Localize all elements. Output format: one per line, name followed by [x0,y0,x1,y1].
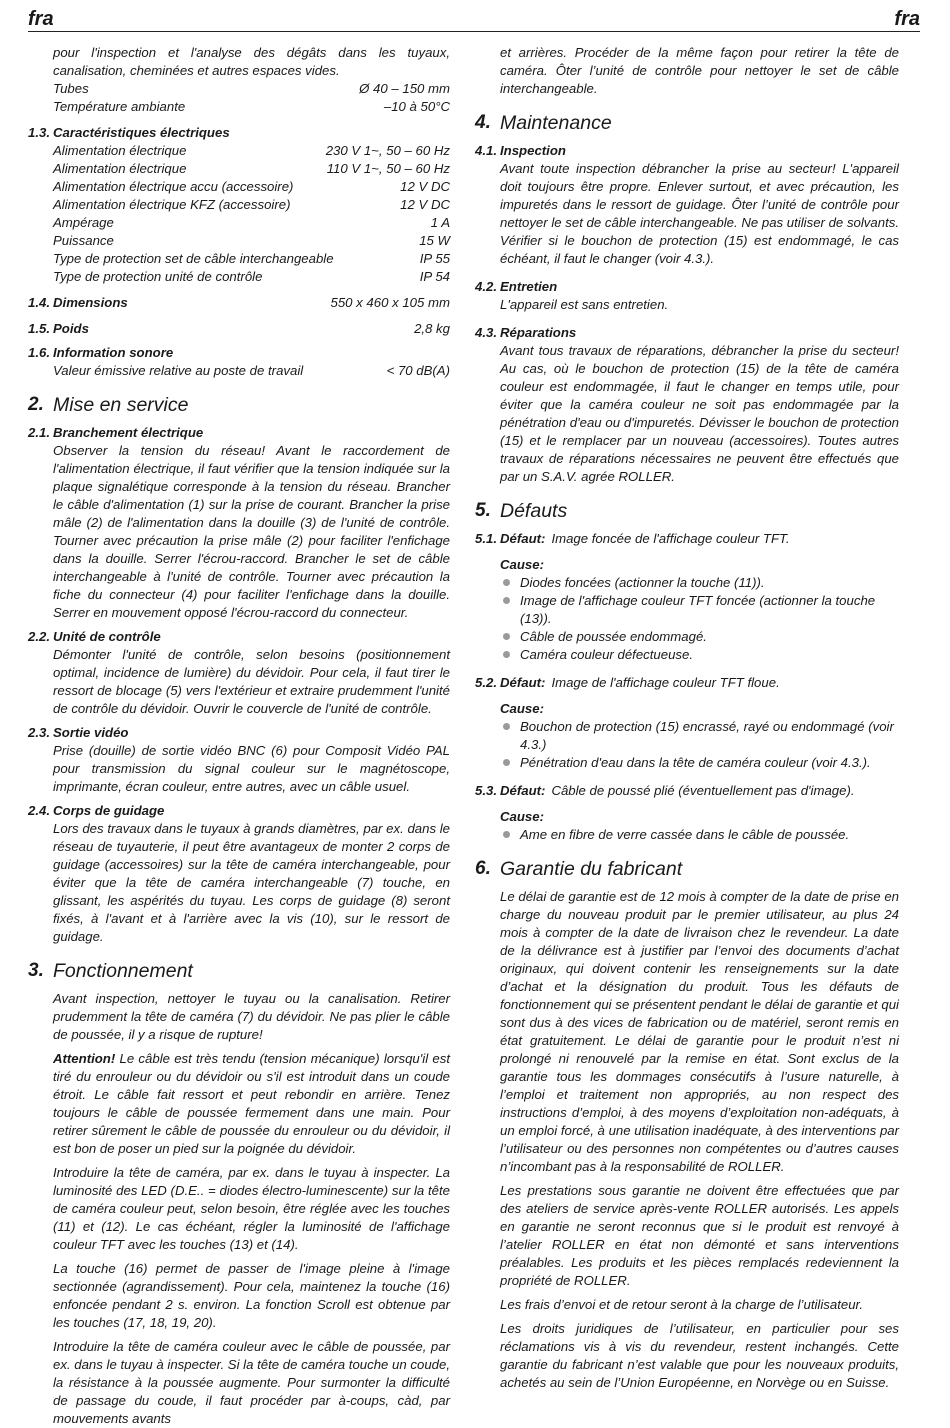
paragraph: La touche (16) permet de passer de l'image pleine à l'image sectionnée (agrandissement). Pour cela, maintenez la touche (16) enfoncée pendant 2 s. environ. La fonction Scroll est obtenue par les touches (17, 18, 19, 20). [53,1261,450,1330]
warning-text: Le câble est très tendu (tension mécanique) lorsqu'il est tiré du enrouleur ou du dévidoir ou s'il est introduit dans un coude étroit. Le câble fait ressort et peut rebondir en arrière. Tenez toujours le câble de poussée fermement dans une main. Pour retirer sûrement le câble de poussée du enrouleur ou du dévidoir, il est bon de poser un pied sur la poignée du dévidoir. [53,1051,450,1156]
spec-label: Puissance [53,233,114,248]
chapter-title: Fonctionnement [53,960,193,982]
spec-row [53,268,450,286]
section-number: 4.2. [475,279,497,294]
section-title: Caractéristiques électriques [53,125,230,140]
section-text: Avant toute inspection débrancher la prise au secteur! L'appareil doit toujours être propre. Enlever surtout, et avec précaution, les impuretés dans le ressort de guidage. Ôter l’unité de contrôle pour nettoyer le set de câble interchangeable. Ne pas utiliser de solvants. Vérifier si le bouchon de protection (15) est endommagé, le cas échéant, il faut le changer (voir 4.3.). [500,161,899,266]
section-number: 2.2. [28,629,50,644]
defect-text: Image de l'affichage couleur TFT floue. [551,675,780,690]
section-number: 4.1. [475,143,497,158]
intro-text: pour l'inspection et l'analyse des dégâts dans les tuyaux, canalisation, cheminées et autres espaces vides. [53,45,450,78]
right-column [475,44,899,1392]
section-number: 1.3. [28,125,50,140]
section-number: 2.3. [28,725,50,740]
chapter-number: 3. [28,960,44,981]
paragraph: et arrières. Procéder de la même façon pour retirer la tête de caméra. Ôter l’unité de contrôle pour nettoyer le set de câble interchangeable. [500,45,899,96]
cause-label: Cause: [500,809,544,824]
list-item: Pénétration d'eau dans la tête de caméra couleur (voir 4.3.). [500,754,899,772]
spec-value: 2,8 kg [414,321,450,336]
language-code-right: fra [894,8,920,30]
chapter-heading [28,960,450,982]
chapter-title: Maintenance [500,112,612,134]
chapter-heading [475,112,899,134]
chapter-heading [475,858,899,880]
page-header [28,9,920,32]
paragraph: Les prestations sous garantie ne doivent être effectuées que par des ateliers de service après-vente ROLLER autorisés. Les appels en garantie ne seront reconnus que si le produit est renvoyé à l’atelier ROLLER en état non démonté et sans interventions préalables. Les produits et les pièces remplacés redeviennent la propriété de ROLLER. [500,1183,899,1288]
list-item: Ame en fibre de verre cassée dans le câble de poussée. [500,826,899,844]
section-title: Information sonore [53,345,174,360]
section-heading [28,344,450,362]
spec-value: 12 V DC [400,197,450,212]
section-number: 2.4. [28,803,50,818]
chapter-title: Mise en service [53,394,189,416]
spec-row [53,362,450,380]
left-column [28,44,450,1428]
spec-row [53,80,450,98]
section-title: Entretien [500,279,558,294]
section-title: Inspection [500,143,566,158]
chapter-number: 6. [475,858,491,879]
spec-label: Tubes [53,81,89,96]
warning-label: Attention! [53,1051,116,1066]
section-heading [28,802,450,820]
spec-value: IP 55 [419,251,450,266]
spec-label: Valeur émissive relative au poste de travail [53,363,304,378]
spec-value: 550 x 460 x 105 mm [330,295,450,310]
defect-key: Défaut: [500,675,546,690]
spec-value: –10 à 50°C [383,99,450,114]
paragraph: Introduire la tête de caméra couleur avec le câble de poussée, par ex. dans le tuyau à inspecter. Si la tête de caméra touche un coude, la résistance à la poussée augmente. Pour surmonter la difficulté de passage du coude, il faut procéder par à-coups, càd, par mouvements avants [53,1339,450,1426]
spec-value: 1 A [430,215,450,230]
section-text: Lors des travaux dans le tuyaux à grands diamètres, par ex. dans le réseau de tuyauterie, il peut être avantageux de monter 2 corps de guidage (accessoires) sur la tête de caméra interchangeable, pour éviter que la tête de caméra interchangeable (7) touche, en glissant, les aspérités du tuyau. Les corps de guidage (8) seront fixés, à l'avant et à l'arrière avec la vis (10), sur le ressort de guidage. [53,821,450,944]
spec-value: 12 V DC [400,179,450,194]
section-number: 1.5. [28,321,50,336]
section-heading [475,278,899,296]
spec-label: Alimentation électrique KFZ (accessoire) [53,197,291,212]
section-heading [28,424,450,442]
section-heading [475,324,899,342]
chapter-title: Défauts [500,500,568,522]
spec-label: Type de protection unité de contrôle [53,269,263,284]
defect-number: 5.3. [475,783,497,798]
spec-value: Ø 40 – 150 mm [359,81,450,96]
spec-label: Température ambiante [53,99,186,114]
section-number: 1.4. [28,295,50,310]
spec-value: IP 54 [419,269,450,284]
section-heading [28,294,450,312]
spec-row [53,178,450,196]
section-title: Unité de contrôle [53,629,161,644]
section-number: 1.6. [28,345,50,360]
defect-text: Image foncée de l'affichage couleur TFT. [551,531,790,546]
section-title: Branchement électrique [53,425,204,440]
defect-line [475,782,899,800]
defect-key: Défaut: [500,783,546,798]
spec-value: 15 W [419,233,450,248]
section-text: Prise (douille) de sortie vidéo BNC (6) pour Composit Vidéo PAL pour transmission du signal couleur sur le magnétoscope, imprimante, écran couleur, entre autres, avec un câble usuel. [53,743,450,794]
section-text: L'appareil est sans entretien. [500,297,669,312]
section-title: Corps de guidage [53,803,165,818]
spec-label: Alimentation électrique accu (accessoire) [53,179,294,194]
spec-value: < 70 dB(A) [386,363,450,378]
section-title: Sortie vidéo [53,725,129,740]
spec-label: Alimentation électrique [53,161,187,176]
spec-row [53,232,450,250]
section-title: Poids [53,321,89,336]
section-title: Dimensions [53,295,128,310]
chapter-title: Garantie du fabricant [500,858,683,880]
cause-label: Cause: [500,701,544,716]
spec-row [53,98,450,116]
spec-label: Alimentation électrique [53,143,187,158]
cause-list [500,574,899,664]
paragraph [53,1050,450,1158]
section-number: 4.3. [475,325,497,340]
chapter-number: 2. [28,394,44,415]
list-item: Diodes foncées (actionner la touche (11)). [500,574,899,592]
section-heading [28,320,450,338]
cause-list [500,826,899,844]
defect-line [475,530,899,548]
paragraph: Introduire la tête de caméra, par ex. dans le tuyau à inspecter. La luminosité des LED (D.E.. = diodes électro-luminescente) sur la tête de caméra couleur peut, selon besoin, être réglée avec les touches (11) et (12). Le cas échéant, régler la luminosité de l'affichage couleur TFT avec les touches (13) et (14). [53,1165,450,1252]
section-text: Observer la tension du réseau! Avant le raccordement de l'alimentation électrique, il faut vérifier que la tension indiquée sur la plaque signalétique corresponde à la tension du réseau. Brancher le câble d'alimentation (1) sur la prise de courant. Brancher la prise mâle (2) de l'alimentation dans la douille (3) de l'unité de contrôle. Tourner avec précaution la prise mâle (2) pour faciliter l'enfichage dans la douille. Serrer l'écrou-raccord. Brancher le set de câble interchangeable à l'unité de contrôle. Tourner avec précaution la fiche du connecteur (4) pour faciliter l'enfichage dans la douille. Serrer en mouvement opposé l'écrou-raccord du connecteur. [53,443,450,620]
list-item: Câble de poussée endommagé. [500,628,899,646]
paragraph: Les frais d’envoi et de retour seront à la charge de l’utilisateur. [500,1297,864,1312]
defect-number: 5.1. [475,531,497,546]
cause-label: Cause: [500,557,544,572]
spec-label: Type de protection set de câble interchangeable [53,251,334,266]
spec-row [53,160,450,178]
defect-number: 5.2. [475,675,497,690]
chapter-number: 4. [475,112,491,133]
list-item: Image de l'affichage couleur TFT foncée (actionner la touche (13)). [500,592,899,628]
chapter-number: 5. [475,500,491,521]
section-heading [475,142,899,160]
spec-row [53,142,450,160]
section-heading [28,724,450,742]
chapter-heading [28,394,450,416]
section-text: Démonter l'unité de contrôle, selon besoins (positionnement optimal, incidence de lumière) du dévidoir. Pour cela, il faut tirer le ressort de blocage (5) vers l'extérieur et extraire prudemment l'unité de contrôle du dévidoir. Ouvrir le couvercle de l'unité de contrôle. [53,647,450,716]
paragraph: Les droits juridiques de l’utilisateur, en particulier pour ses réclamations vis à vis du revendeur, restent inchangés. Cette garantie du fabricant n’est valable que pour les nouveaux produits, achetés au sein de l’Union Européenne, en Norvège ou en Suisse. [500,1321,899,1390]
list-item: Bouchon de protection (15) encrassé, rayé ou endommagé (voir 4.3.) [500,718,899,754]
list-item: Caméra couleur défectueuse. [500,646,899,664]
cause-list [500,718,899,772]
spec-row [53,250,450,268]
language-code-left: fra [28,8,54,30]
section-title: Réparations [500,325,577,340]
defect-line [475,674,899,692]
section-number: 2.1. [28,425,50,440]
section-heading [28,124,450,142]
chapter-heading [475,500,899,522]
spec-label: Ampérage [53,215,114,230]
spec-row [53,214,450,232]
spec-row [53,196,450,214]
defect-text: Câble de poussé plié (éventuellement pas d'image). [551,783,855,798]
section-text: Avant tous travaux de réparations, débrancher la prise du secteur! Au cas, où le bouchon de protection (15) de la tête de caméra couleur est endommagée, il faut le changer en temps utile, pour éviter que la caméra couleur ne soit pas endommagée par la pénétration d'eau ou d'impuretés. Dévisser le bouchon de protection (15) et le remplacer par un nouveau (accessoires). Toutes autres travaux de réparations nécessaires ne peuvent être effectués que par un S.A.V. agrée ROLLER. [500,343,899,484]
paragraph: Le délai de garantie est de 12 mois à compter de la date de prise en charge du nouveau produit par le premier utilisateur, au plus 24 mois à compter de la date de livraison chez le revendeur. La date de la délivrance est à justifier par l’envoi des documents d’achat originaux, qui doivent contenir les renseignements sur la date d’achat et la désignation du produit. Tous les défauts de fonctionnement qui se présentent pendant le délai de garantie et qui sont dus à des vices de fabrication ou de matériel, seront remis en état gratuitement. Le délai de garantie pour le produit n’est ni prolongé ni renouvelé par la remise en état. Sont exclus de la garantie tous les dommages consécutifs à l’usure naturelle, à l’emploi et traitement non appropriés, au non respect des instructions d’emploi, à des moyens d’exploitation non-adéquats, à un emploi forcé, à une utilisation inadéquate, à des interventions par l’utilisateur ou des personnes non compétentes ou d’autres causes n’incombant pas à la responsabilité de ROLLER. [500,889,899,1174]
spec-value: 230 V 1~, 50 – 60 Hz [325,143,450,158]
section-heading [28,628,450,646]
defect-key: Défaut: [500,531,546,546]
spec-value: 110 V 1~, 50 – 60 Hz [326,161,450,176]
paragraph: Avant inspection, nettoyer le tuyau ou la canalisation. Retirer prudemment la tête de caméra (7) du dévidoir. Ne pas plier le câble de poussée, il y a risque de rupture! [53,991,450,1042]
